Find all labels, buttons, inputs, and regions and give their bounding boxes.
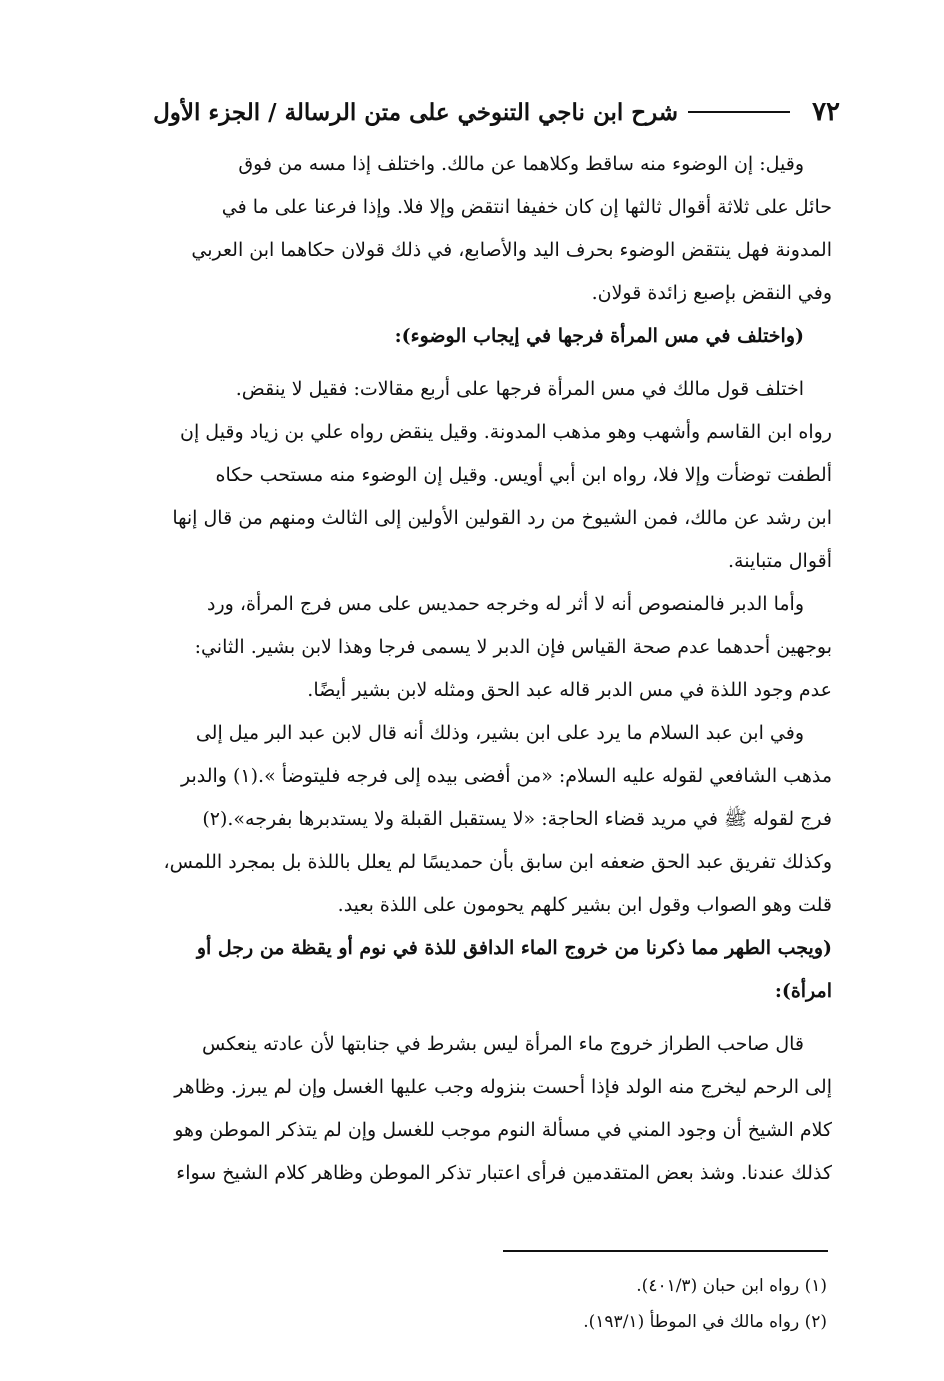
main-text: [82, 143, 832, 1195]
text-line: قلت وهو الصواب وقول ابن بشير كلهم يحومون على اللذة بعيد.: [337, 894, 832, 916]
text-line: وفي ابن عبد السلام ما يرد على ابن بشير، وذلك أنه قال لابن عبد البر ميل إلى: [195, 722, 804, 744]
text-line: ألطفت توضأت وإلا فلا، رواه ابن أبي أويس. وقيل إن الوضوء منه مستحب حكاه: [215, 464, 832, 486]
text-line: قال صاحب الطراز خروج ماء المرأة ليس بشرط في جنابتها لأن عادته ينعكس: [202, 1033, 804, 1055]
text-line: رواه ابن القاسم وأشهب وهو مذهب المدونة. وقيل ينقض رواه علي بن زياد وقيل إن: [180, 421, 832, 443]
page-number: ٧٢: [812, 97, 840, 127]
footnotes: [82, 1268, 827, 1340]
text-line: المدونة فهل ينتقض الوضوء بحرف اليد والأصابع، في ذلك قولان حكاهما ابن العربي: [191, 239, 832, 261]
text-line: اختلف قول مالك في مس المرأة فرجها على أربع مقالات: فقيل لا ينقض.: [235, 378, 804, 400]
section-heading-continued: امرأة):: [774, 980, 832, 1002]
text-line: كذلك عندنا. وشذ بعض المتقدمين فرأى اعتبار تذكر الموطن وظاهر كلام الشيخ سواء: [176, 1162, 832, 1184]
text-line: بوجهين أحدهما عدم صحة القياس فإن الدبر لا يسمى فرجا وهذا لابن بشير. الثاني:: [194, 636, 832, 658]
section-heading: (واختلف في مس المرأة فرجها في إيجاب الوضوء):: [394, 325, 804, 347]
text-line: مذهب الشافعي لقوله عليه السلام: «من أفضى بيده إلى فرجه فليتوضأ ».(١) والدبر: [180, 765, 832, 787]
header-rule: [688, 111, 790, 113]
text-line: وكذلك تفريق عبد الحق ضعفه ابن سابق بأن حمديسًا لم يعلل باللذة بل بمجرد اللمس،: [163, 851, 832, 873]
section-heading: (ويجب الطهر مما ذكرنا من خروج الماء الدافق للذة في نوم أو يقظة من رجل أو: [196, 937, 832, 959]
text-line: عدم وجود اللذة في مس الدبر قاله عبد الحق ومثله لابن بشير أيضًا.: [307, 679, 832, 701]
running-header: [88, 92, 840, 132]
footnote-2: (٢) رواه مالك في الموطأ (١٩٣/١).: [583, 1312, 827, 1332]
text-line: ابن رشد عن مالك، فمن الشيوخ من رد القولين الأولين إلى الثالث ومنهم من قال إنها: [172, 507, 832, 529]
text-line: وفي النقض بإصبع زائدة قولان.: [591, 282, 832, 304]
header-title: شرح ابن ناجي التنوخي على متن الرسالة / الجزء الأول: [153, 98, 679, 126]
text-line: حائل على ثلاثة أقوال ثالثها إن كان خفيفا انتقض وإلا فلا. وإذا فرعنا على ما في: [221, 196, 832, 218]
text-line: وقيل: إن الوضوء منه ساقط وكلاهما عن مالك. واختلف إذا مسه من فوق: [238, 153, 804, 175]
footnote-rule: [503, 1250, 828, 1252]
text-line: كلام الشيخ أن وجود المني في مسألة النوم موجب للغسل وإن لم يتذكر الموطن وهو: [174, 1119, 832, 1141]
text-line: أقوال متباينة.: [728, 550, 832, 572]
text-line: فرج لقوله ﷺ في مريد قضاء الحاجة: «لا يستقبل القبلة ولا يستدبرها بفرجه».(٢): [202, 808, 832, 830]
footnote-1: (١) رواه ابن حبان (٤٠١/٣).: [636, 1276, 827, 1296]
text-line: إلى الرحم ليخرج منه الولد فإذا أحست بنزوله وجب عليها الغسل وإن لم يبرز. وظاهر: [174, 1076, 832, 1098]
text-line: وأما الدبر فالمنصوص أنه لا أثر له وخرجه حمديس على مس فرج المرأة، ورد: [207, 593, 804, 615]
